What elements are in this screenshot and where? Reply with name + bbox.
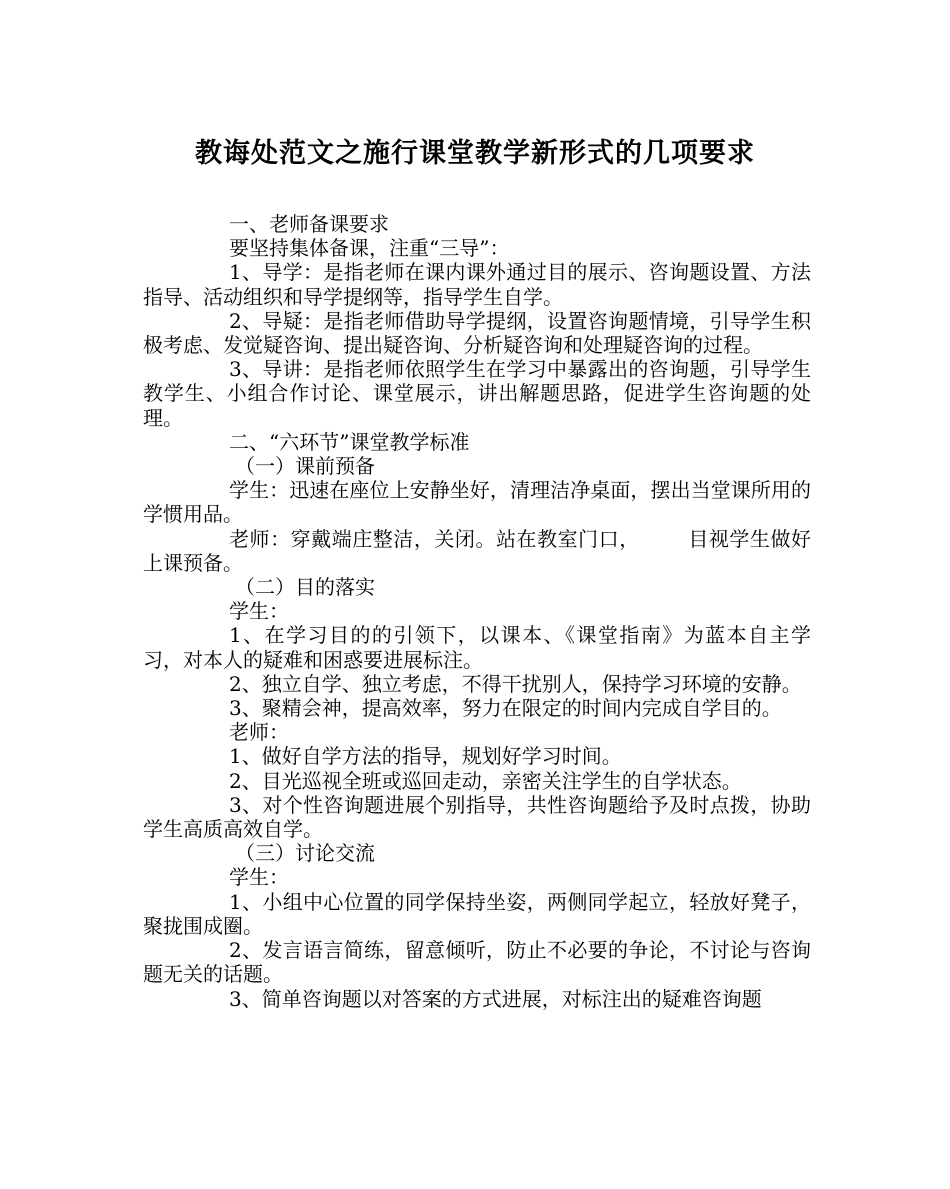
section-heading-2: 二、“六环节”课堂教学标准 [229, 429, 470, 454]
section-heading-1: 一、老师备课要求 [229, 212, 389, 236]
paragraph: 3、聚精会神，提高效率，努力在限定的时间内完成自学目的。 [229, 696, 782, 721]
subsection-heading: （一）课前预备 [235, 454, 375, 479]
paragraph: 学生：迅速在座位上安静坐好，清理洁净桌面，摆出当堂课所用的学惯用品。 [143, 478, 811, 527]
paragraph: 老师： [229, 720, 289, 745]
paragraph: 1、导学：是指老师在课内课外通过目的展示、咨询题设置、方法指导、活动组织和导学提纲等，指导学生自学。 [143, 260, 811, 309]
paragraph: 2、独立自学、独立考虑，不得干扰别人，保持学习环境的安静。 [229, 671, 802, 696]
teacher-prep-part1: 老师：穿戴端庄整洁，关闭。站在教室门口， [229, 526, 640, 551]
document-body [143, 212, 811, 1011]
paragraph: 2、目光巡视全班或巡回走动，亲密关注学生的自学状态。 [229, 768, 742, 793]
paragraph: 学生： [229, 865, 289, 890]
paragraph: 学生： [229, 599, 289, 624]
paragraph [143, 527, 811, 575]
paragraph: 1、小组中心位置的同学保持坐姿，两侧同学起立，轻放好凳子，聚拢围成圈。 [143, 889, 811, 938]
paragraph: 1、在学习目的的引领下，以课本、《课堂指南》为蓝本自主学习，对本人的疑难和困惑要进展标注。 [143, 623, 811, 672]
subsection-heading: （二）目的落实 [235, 575, 375, 600]
paragraph: 2、导疑：是指老师借助导学提纲，设置咨询题情境，引导学生积极考虑、发觉疑咨询、提出疑咨询、分析疑咨询和处理疑咨询的过程。 [143, 308, 811, 358]
paragraph: 1、做好自学方法的指导，规划好学习时间。 [229, 744, 622, 769]
teacher-prep-part2: 目视学生做好上课预备。 [143, 526, 812, 575]
paragraph: 2、发言语言简练，留意倾听，防止不必要的争论，不讨论与咨询题无关的话题。 [143, 938, 811, 987]
subsection-heading: （三）讨论交流 [235, 841, 375, 866]
paragraph: 3、导讲：是指老师依照学生在学习中暴露出的咨询题，引导学生教学生、小组合作讨论、课堂展示，讲出解题思路，促进学生咨询题的处理。 [143, 357, 811, 430]
document-title: 教诲处范文之施行课堂教学新形式的几项要求 [195, 138, 755, 169]
paragraph: 3、简单咨询题以对答案的方式进展，对标注出的疑难咨询题 [229, 986, 762, 1011]
paragraph: 要坚持集体备课，注重“三导”： [229, 236, 510, 261]
paragraph: 3、对个性咨询题进展个别指导，共性咨询题给予及时点拨，协助学生高质高效自学。 [143, 792, 811, 842]
